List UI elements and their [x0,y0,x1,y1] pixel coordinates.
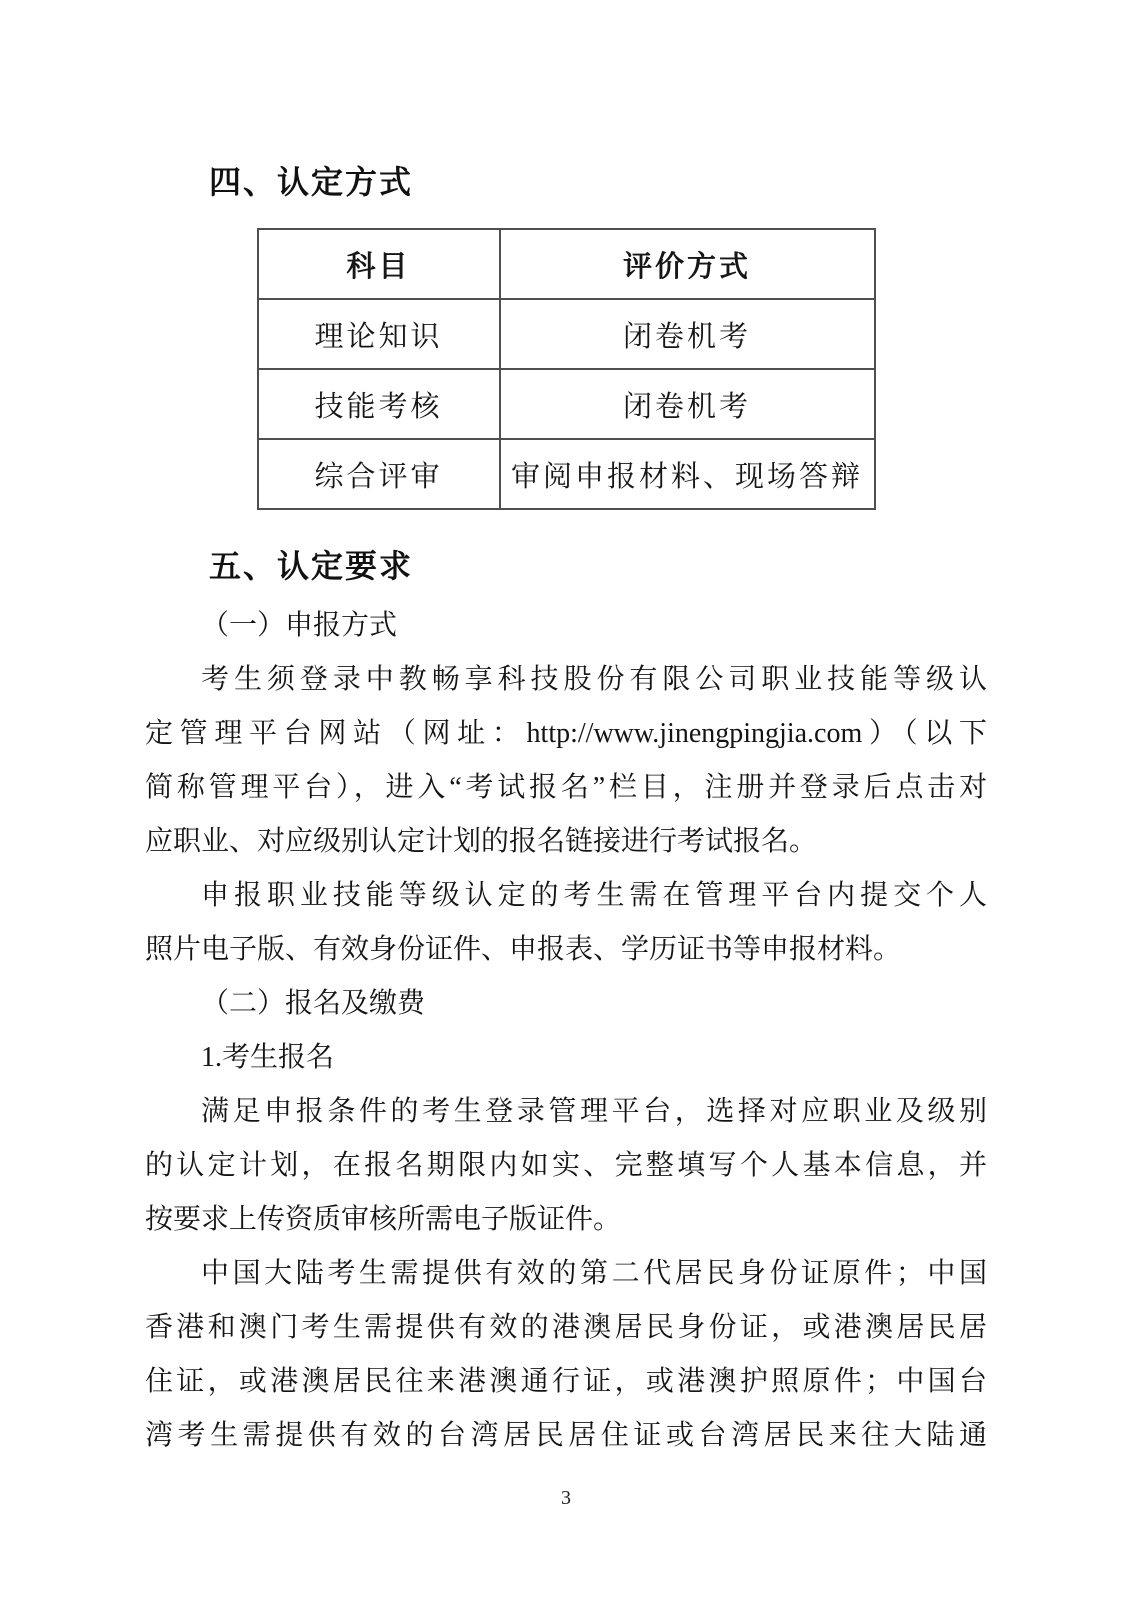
page-number: 3 [561,1487,571,1509]
subject-cell: 技能考核 [258,369,500,439]
section-four-heading: 四、认定方式 [209,164,414,200]
table-row [258,439,875,509]
text-line: 简称管理平台），进入“考试报名”栏目，注册并登录后点击对 [145,772,987,803]
table-row [258,369,875,439]
text-line: 湾考生需提供有效的台湾居民居住证或台湾居民来往大陆通 [145,1420,987,1451]
method-cell: 审阅申报材料、现场答辩 [500,439,875,509]
text-line: 满足申报条件的考生登录管理平台，选择对应职业及级别 [201,1096,987,1127]
section-five-heading: 五、认定要求 [209,548,414,584]
text-line: 1.考生报名 [201,1042,335,1073]
method-cell: 闭卷机考 [500,369,875,439]
text-line: 中国大陆考生需提供有效的第二代居民身份证原件；中国 [201,1258,987,1289]
text-line: 应职业、对应级别认定计划的报名链接进行考试报名。 [145,826,818,857]
table-header-subject: 科目 [258,229,500,299]
table-row [258,299,875,369]
text-line: 照片电子版、有效身份证件、申报表、学历证书等申报材料。 [145,934,902,965]
text-line: 住证，或港澳居民往来港澳通行证，或港澳护照原件；中国台 [145,1366,987,1397]
text-line: 按要求上传资质审核所需电子版证件。 [145,1204,622,1235]
body-text [145,599,987,1463]
subject-cell: 综合评审 [258,439,500,509]
text-line: （二）报名及缴费 [201,988,426,1019]
text-line: 的认定计划，在报名期限内如实、完整填写个人基本信息，并 [145,1150,987,1181]
subject-cell: 理论知识 [258,299,500,369]
text-line: 香港和澳门考生需提供有效的港澳居民身份证，或港澳居民居 [145,1312,987,1343]
text-line: （一）申报方式 [201,610,398,641]
table-header-method: 评价方式 [500,229,875,299]
text-line: 申报职业技能等级认定的考生需在管理平台内提交个人 [201,880,987,911]
assessment-method-table [257,228,876,510]
table-header-row [258,229,875,299]
method-cell: 闭卷机考 [500,299,875,369]
text-line: 定管理平台网站（网址：http://www.jinengpingjia.com）（以下 [145,718,987,749]
text-line: 考生须登录中教畅享科技股份有限公司职业技能等级认 [201,664,987,695]
